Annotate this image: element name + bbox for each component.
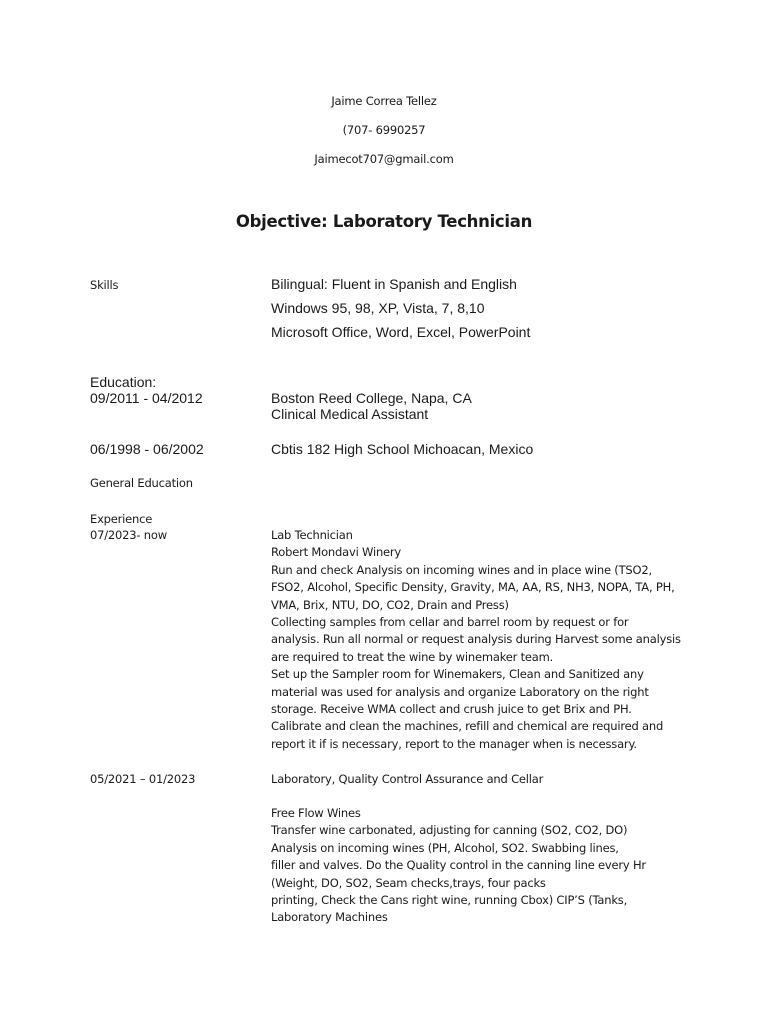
job-detail-line: material was used for analysis and organize Laboratory on the right: [271, 684, 649, 699]
job-detail-line: printing, Check the Cans right wine, running Cbox) CIP’S (Tanks,: [271, 893, 628, 908]
job-employer: Robert Mondavi Winery: [271, 545, 402, 560]
skill-item: Bilingual: Fluent in Spanish and English: [271, 276, 517, 292]
job-description: [271, 805, 646, 927]
job-detail-line: Collecting samples from cellar and barrel room by request or for: [271, 615, 629, 630]
skill-item: Windows 95, 98, XP, Vista, 7, 8,10: [271, 300, 485, 316]
job-detail-line: storage. Receive WMA collect and crush juice to get Brix and PH.: [271, 702, 632, 717]
job-detail-line: are required to treat the wine by winemaker team.: [271, 649, 554, 664]
job-detail-line: filler and valves. Do the Quality control in the canning line every Hr: [271, 858, 646, 873]
job-title: Laboratory, Quality Control Assurance and Cellar: [271, 772, 544, 786]
education-program: Clinical Medical Assistant: [271, 406, 429, 422]
candidate-name: Jaime Correa Tellez: [331, 94, 437, 108]
job-detail-line: FSO2, Alcohol, Specific Density, Gravity, MA, AA, RS, NH3, NOPA, TA, PH,: [271, 580, 675, 595]
job-description: [271, 527, 681, 753]
job-detail-line: report it if is necessary, report to the manager when is necessary.: [271, 736, 637, 751]
skill-item: Microsoft Office, Word, Excel, PowerPoint: [271, 324, 531, 340]
objective-heading: Objective: Laboratory Technician: [235, 212, 533, 231]
job-detail-line: Laboratory Machines: [271, 910, 388, 925]
skills-label: Skills: [90, 278, 119, 292]
job-detail-line: Set up the Sampler room for Winemakers, Clean and Sanitized any: [271, 667, 644, 682]
job-dates: 05/2021 – 01/2023: [90, 772, 196, 786]
phone-number: (707- 6990257: [342, 123, 426, 137]
job-dates: 07/2023- now: [90, 528, 167, 542]
job-employer: Free Flow Wines: [271, 806, 361, 820]
education-label: Education:: [90, 374, 157, 390]
job-detail-line: VMA, Brix, NTU, DO, CO2, Drain and Press): [271, 597, 509, 612]
education-school: Cbtis 182 High School Michoacan, Mexico: [271, 441, 534, 457]
job-detail-line: Transfer wine carbonated, adjusting for canning (SO2, CO2, DO): [271, 823, 628, 838]
job-detail-line: analysis. Run all normal or request analysis during Harvest some analysis: [271, 632, 681, 647]
job-detail-line: Calibrate and clean the machines, refill and chemical are required and: [271, 719, 664, 734]
job-title: Lab Technician: [271, 528, 353, 542]
education-dates: 06/1998 - 06/2002: [90, 441, 204, 457]
experience-label: Experience: [90, 512, 153, 526]
job-detail-line: Analysis on incoming wines (PH, Alcohol, SO2. Swabbing lines,: [271, 840, 619, 855]
education-program: General Education: [90, 476, 193, 490]
education-school: Boston Reed College, Napa, CA: [271, 390, 472, 406]
job-detail-line: Run and check Analysis on incoming wines and in place wine (TSO2,: [271, 562, 652, 577]
education-dates: 09/2011 - 04/2012: [90, 390, 203, 406]
job-detail-line: (Weight, DO, SO2, Seam checks,trays, four packs: [271, 875, 546, 890]
email-address: Jaimecot707@gmail.com: [314, 152, 454, 166]
